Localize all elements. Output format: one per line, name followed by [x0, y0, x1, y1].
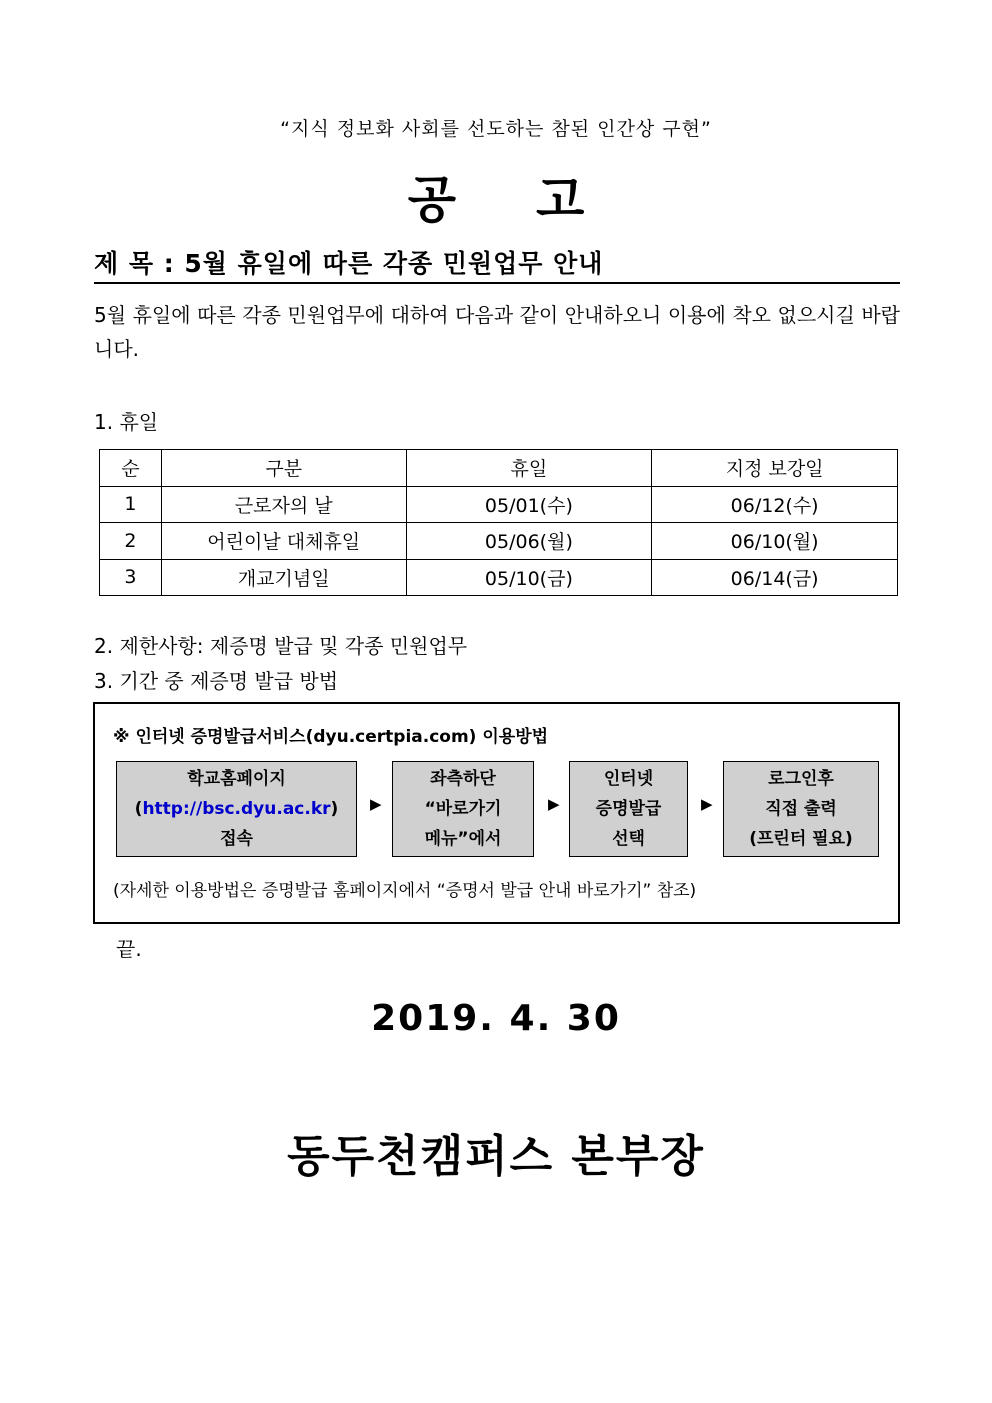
table-cell: 05/10(금): [406, 559, 652, 596]
table-row: [100, 486, 898, 523]
step-line: (프린터 필요): [749, 829, 853, 849]
step-3-box: [569, 761, 688, 857]
step-line: 학교홈페이지: [187, 769, 286, 789]
table-cell: 05/06(월): [406, 523, 652, 560]
table-cell: 05/01(수): [406, 486, 652, 523]
step-line: “바로가기: [424, 799, 502, 819]
step-line: 인터넷: [603, 769, 654, 789]
step-line: 증명발급: [595, 799, 662, 819]
step-line: 좌측하단: [430, 769, 496, 789]
intro-paragraph: 5월 휴일에 따른 각종 민원업무에 대하여 다음과 같이 안내하오니 이용에 착오 없으시길 바랍니다.: [94, 303, 900, 361]
table-cell: 06/14(금): [652, 559, 898, 596]
table-row: [100, 559, 898, 596]
step-line: 선택: [612, 829, 645, 849]
paren: (: [134, 799, 143, 819]
notice-date: 2019. 4. 30: [371, 998, 621, 1039]
section-3-heading: 3. 기간 중 제증명 발급 방법: [94, 669, 339, 693]
paren: ): [330, 799, 339, 819]
step-line: 접속: [220, 829, 253, 849]
table-cell: 06/12(수): [652, 486, 898, 523]
step-2-box: [392, 761, 534, 857]
table-cell: 2: [100, 523, 162, 560]
step-line: 로그인후: [768, 769, 834, 789]
slogan: “지식 정보화 사회를 선도하는 참된 인간상 구현”: [280, 118, 712, 140]
step-line: 메뉴”에서: [424, 829, 502, 849]
title-char-2: 고: [536, 171, 585, 229]
howto-note: (자세한 이용방법은 증명발급 홈페이지에서 “증명서 발급 안내 바로가기” 참조): [113, 881, 697, 901]
step-line: [135, 794, 339, 824]
table-cell: 개교기념일: [161, 559, 406, 596]
end-mark: 끝.: [116, 937, 142, 961]
arrow-right-icon: ▶: [370, 795, 382, 813]
signature: 동두천캠퍼스 본부장: [287, 1131, 705, 1182]
holiday-table: [99, 449, 898, 596]
section-2-heading: 2. 제한사항: 제증명 발급 및 각종 민원업무: [94, 634, 468, 658]
step-1-box: [116, 761, 357, 857]
howto-title: ※ 인터넷 증명발급서비스(dyu.certpia.com) 이용방법: [113, 727, 549, 747]
table-cell: 어린이날 대체휴일: [161, 523, 406, 560]
table-cell: 1: [100, 486, 162, 523]
header-cell: 지정 보강일: [652, 450, 898, 487]
arrow-right-icon: ▶: [701, 795, 713, 813]
step-line: 직접 출력: [765, 799, 837, 819]
header-cell: 순: [100, 450, 162, 487]
table-header-row: [100, 450, 898, 487]
section-1-heading: 1. 휴일: [94, 410, 159, 434]
table-cell: 3: [100, 559, 162, 596]
table-cell: 06/10(월): [652, 523, 898, 560]
arrow-right-icon: ▶: [548, 795, 560, 813]
header-cell: 구분: [161, 450, 406, 487]
header-cell: 휴일: [406, 450, 652, 487]
homepage-link[interactable]: http://bsc.dyu.ac.kr: [142, 799, 331, 819]
step-4-box: [723, 761, 879, 857]
table-row: [100, 523, 898, 560]
subject-line: 제 목 : 5월 휴일에 따른 각종 민원업무 안내: [94, 244, 900, 284]
table-cell: 근로자의 날: [161, 486, 406, 523]
notice-title: [0, 160, 992, 232]
title-char-1: 공: [407, 171, 456, 229]
